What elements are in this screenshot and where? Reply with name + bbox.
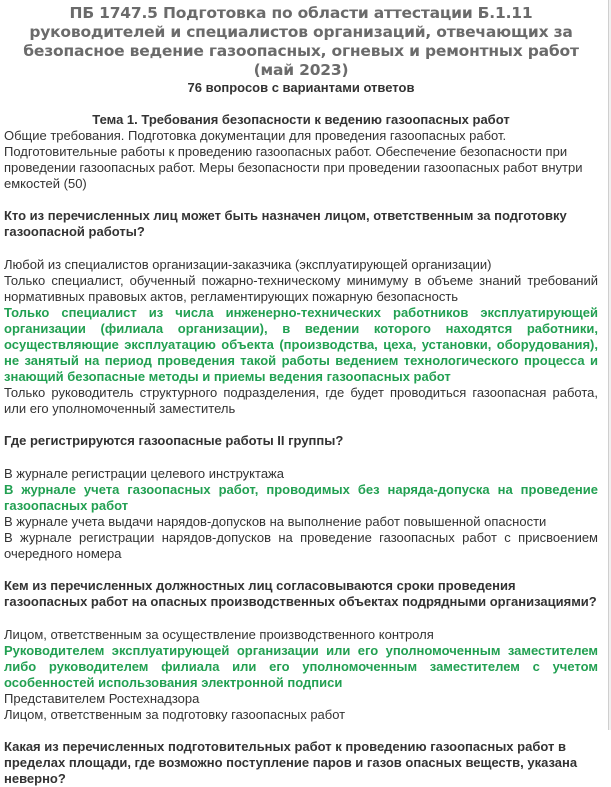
question-block: [4, 208, 598, 417]
question-block: [4, 433, 598, 562]
answer-option: Представителем Ростехнадзора: [4, 691, 200, 706]
correct-answer: В журнале учета газоопасных работ, проводимых без наряда-допуска на проведение газоопасных работ: [4, 482, 598, 513]
question-block: [4, 739, 598, 787]
answer-option: Лицом, ответственным за осуществление производственного контроля: [4, 627, 434, 642]
answer-option: В журнале регистрации целевого инструктажа: [4, 466, 284, 481]
correct-answer: Руководителем эксплуатирующей организации или его уполномоченным заместителем либо руководителем филиала или его уполномоченным заместителем с учетом особенностей использования электронной подписи: [4, 643, 598, 690]
question-text: Кем из перечисленных должностных лиц согласовываются сроки проведения газоопасных работ на опасных производственных объектах подрядными организациями?: [4, 578, 597, 609]
answer-option: Только руководитель структурного подразделения, где будет проводиться газоопасная работа, или его уполномоченный заместитель: [4, 385, 598, 416]
document-subtitle: 76 вопросов с вариантами ответов: [187, 80, 415, 95]
topic-title: Тема 1. Требования безопасности к ведению газоопасных работ: [92, 112, 510, 127]
answer-option: Любой из специалистов организации-заказчика (эксплуатирующей организации): [4, 257, 492, 272]
topic-description: Общие требования. Подготовка документации для проведения газоопасных работ. Подготовительные работы к проведению газоопасных работ. Обеспечение безопасности при проведении газоопасных работ. Меры безопасности при проведении газоопасных работ внутри емкостей (50): [4, 128, 583, 191]
correct-answer: Только специалист из числа инженерно-технических работников эксплуатирующей организации (филиала организации), в ведении которого находятся работники, осуществляющие эксплуатацию объекта (производства, цеха, установки, оборудования), не занятый на период проведения такой работы ведением технологического процесса и знающий безопасные методы и приемы ведения газоопасных работ: [4, 305, 598, 384]
answer-option: В журнале регистрации нарядов-допусков на проведение газоопасных работ с присвоением очередного номера: [4, 530, 598, 561]
question-text: Где регистрируются газоопасные работы II группы?: [4, 433, 344, 448]
question-text: Кто из перечисленных лиц может быть назначен лицом, ответственным за подготовку газоопасной работы?: [4, 208, 567, 239]
answer-option: Только специалист, обученный пожарно-техническому минимуму в объеме знаний требований нормативных правовых актов, регламентирующих пожарную безопасность: [4, 273, 598, 304]
answer-option: Лицом, ответственным за подготовку газоопасных работ: [4, 707, 346, 722]
document-title: ПБ 1747.5 Подготовка по области аттестации Б.1.11 руководителей и специалистов организаций, отвечающих за безопасное ведение газоопасных, огневых и ремонтных работ (май 2023): [23, 4, 579, 79]
page-border: [608, 0, 609, 730]
question-text: Какая из перечисленных подготовительных работ к проведению газоопасных работ в пределах площади, где возможно поступление паров и газов опасных веществ, указана неверно?: [4, 739, 578, 786]
question-block: [4, 578, 598, 723]
answer-option: В журнале учета выдачи нарядов-допусков на выполнение работ повышенной опасности: [4, 514, 547, 529]
question-list: [4, 208, 598, 787]
